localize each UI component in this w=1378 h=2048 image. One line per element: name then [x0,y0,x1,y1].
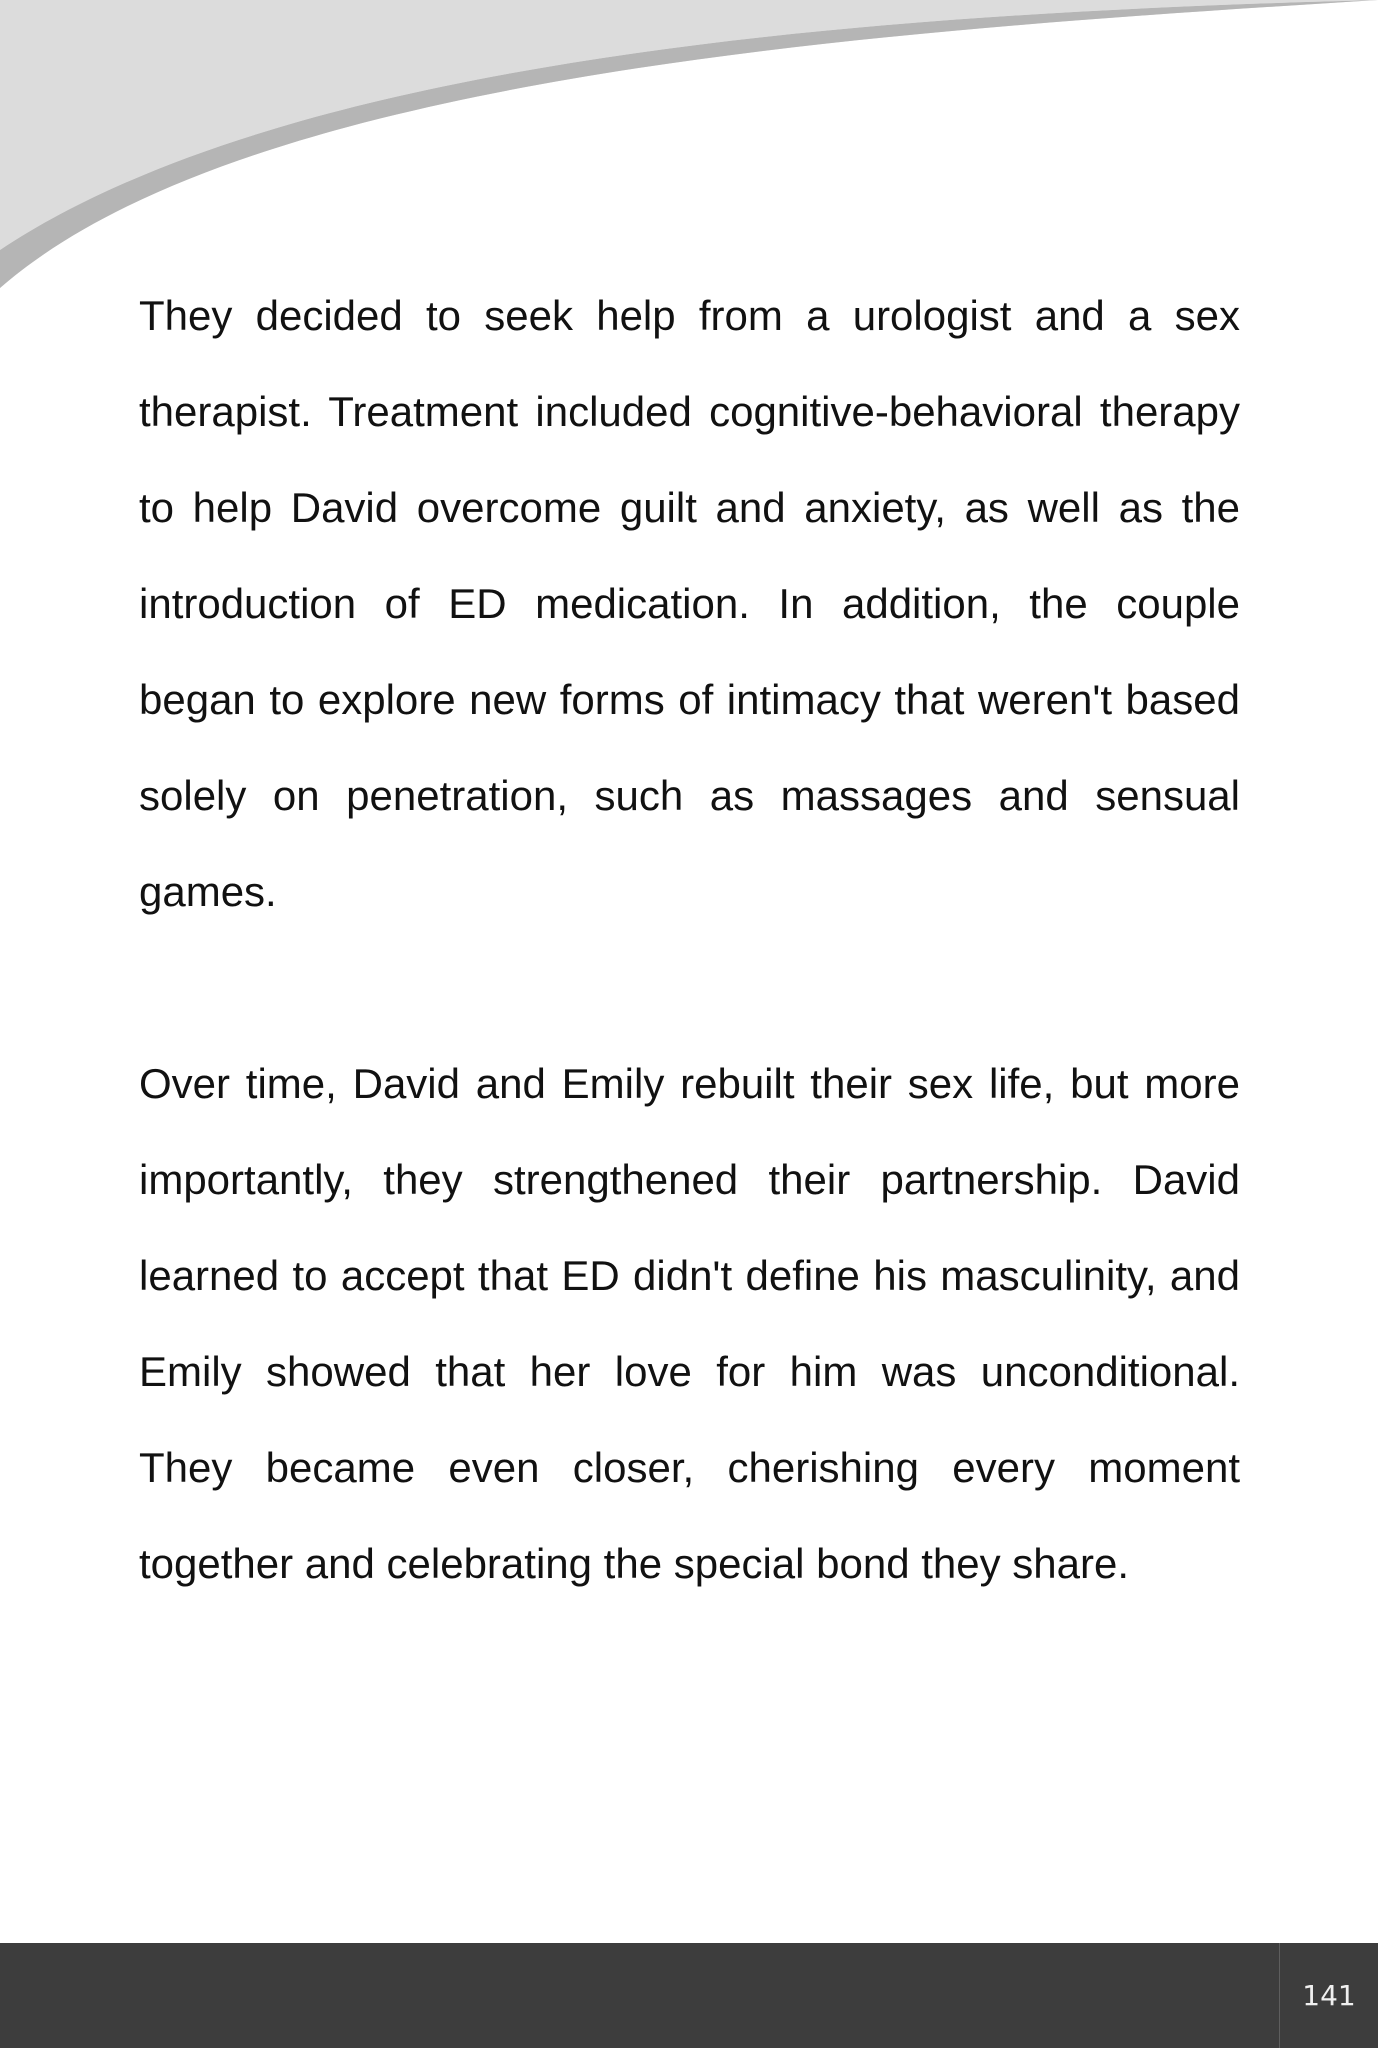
page-number-box [1279,1943,1378,2048]
swoosh-inner-fill [0,0,1378,250]
header-swoosh-decoration [0,0,1378,300]
page-number: 141 [1302,1979,1356,2012]
footer-bar [0,1943,1378,2048]
paragraph-2: Over time, David and Emily rebuilt their sex life, but more importantly, they strengthened their partnership. David learned to accept that ED didn't define his masculinity, and Emily showed that her love for him was unconditional. They became even closer, cherishing every moment together and celebrating the special bond they share. [139,1060,1240,1587]
page-content [139,268,1240,1612]
paragraph-1: They decided to seek help from a urologist and a sex therapist. Treatment included cognitive-behavioral therapy to help David overcome guilt and anxiety, as well as the introduction of ED medication. In addition, the couple began to explore new forms of intimacy that weren't based solely on penetration, such as massages and sensual games. [139,292,1240,915]
